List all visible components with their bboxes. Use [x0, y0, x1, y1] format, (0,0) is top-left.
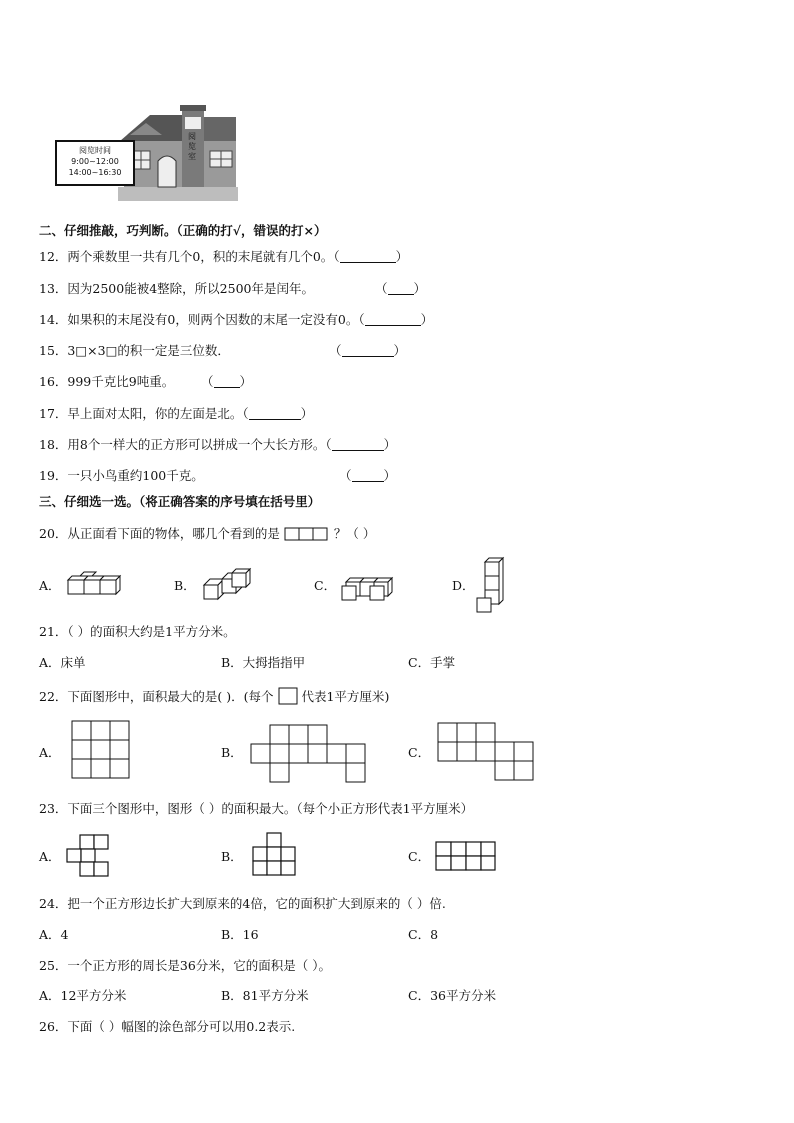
option-20-d[interactable]: D．	[452, 578, 475, 593]
question-25: 25．一个正方形的周长是36分米，它的面积是（ ）。	[39, 958, 332, 973]
question-12: 12．两个乘数里一共有几个0，积的末尾就有几个0。（ ）	[39, 249, 409, 264]
answer-blank-14[interactable]	[365, 313, 421, 326]
grid-figure-23-a	[66, 834, 112, 878]
option-23-a[interactable]: A．	[39, 849, 61, 864]
cube-figure-c	[340, 572, 394, 602]
option-24-b[interactable]: B．16	[221, 927, 259, 942]
grid-figure-23-b	[252, 832, 298, 880]
front-view-three-squares-icon	[284, 527, 330, 541]
question-13: 13．因为2500能被4整除，所以2500年是闰年。	[39, 281, 314, 296]
option-25-a[interactable]: A．12平方分米	[39, 988, 127, 1003]
question-24: 24．把一个正方形边长扩大到原来的4倍，它的面积扩大到原来的（ ）倍.	[39, 896, 446, 911]
door-label: 阅览室	[188, 132, 196, 161]
question-13-answer: （ ）	[375, 281, 427, 296]
grid-figure-22-c	[437, 722, 535, 782]
question-18: 18．用8个一样大的正方形可以拼成一个大长方形。（ ）	[39, 437, 397, 452]
question-26: 26．下面（ ）幅图的涂色部分可以用0.2表示.	[39, 1019, 296, 1034]
question-22: 22．下面图形中，面积最大的是( )．(每个 代表1平方厘米)	[39, 689, 390, 704]
question-15: 15．3□×3□的积一定是三位数．	[39, 343, 230, 358]
answer-blank-15[interactable]	[342, 344, 394, 357]
answer-blank-18[interactable]	[332, 438, 384, 451]
answer-blank-12[interactable]	[340, 250, 396, 263]
answer-blank-17[interactable]	[249, 407, 301, 420]
section-choose-heading: 三、仔细选一选。（将正确答案的序号填在括号里）	[39, 494, 321, 509]
grid-figure-22-b	[250, 724, 366, 784]
option-24-a[interactable]: A．4	[39, 927, 69, 942]
answer-blank-16[interactable]	[214, 375, 240, 388]
option-23-b[interactable]: B．	[221, 849, 243, 864]
question-16-answer: （ ）	[201, 374, 253, 389]
question-19-answer: （ ）	[339, 468, 397, 483]
option-25-c[interactable]: C．36平方分米	[408, 988, 496, 1003]
option-22-c[interactable]: C．	[408, 745, 431, 760]
question-21: 21．（ ）的面积大约是1平方分米。	[39, 624, 236, 639]
reading-hours-sign	[55, 140, 135, 186]
cube-figure-a	[62, 568, 122, 600]
cube-figure-b	[200, 567, 252, 603]
option-22-b[interactable]: B．	[221, 745, 243, 760]
question-23: 23．下面三个图形中，图形（ ）的面积最大。（每个小正方形代表1平方厘米）	[39, 801, 474, 816]
option-20-b[interactable]: B．	[174, 578, 196, 593]
option-23-c[interactable]: C．	[408, 849, 431, 864]
option-20-c[interactable]: C．	[314, 578, 337, 593]
cube-figure-d	[475, 556, 505, 616]
sign-time-morning: 9:00~12:00	[71, 157, 119, 166]
question-16: 16．999千克比9吨重。	[39, 374, 175, 389]
sign-title: 阅览时间	[79, 146, 111, 155]
grid-figure-22-a	[71, 720, 131, 780]
sign-time-afternoon: 14:00~16:30	[68, 168, 122, 177]
option-22-a[interactable]: A．	[39, 745, 61, 760]
question-15-answer: （ ）	[329, 343, 407, 358]
option-21-c[interactable]: C．手掌	[408, 655, 456, 670]
question-20: 20．从正面看下面的物体，哪几个看到的是 ？（ ）	[39, 526, 376, 541]
option-20-a[interactable]: A．	[39, 578, 61, 593]
option-21-b[interactable]: B．大拇指指甲	[221, 655, 306, 670]
question-19: 19．一只小鸟重约100千克。	[39, 468, 204, 483]
unit-square-icon	[278, 687, 298, 705]
answer-blank-19[interactable]	[352, 469, 384, 482]
question-14: 14．如果积的末尾没有0，则两个因数的末尾一定没有0。（ ）	[39, 312, 434, 327]
grid-figure-23-c	[435, 841, 497, 873]
section-judge-heading: 二、仔细推敲，巧判断。（正确的打√，错误的打×）	[39, 223, 327, 238]
question-17: 17．早上面对太阳，你的左面是北。（ ）	[39, 406, 314, 421]
answer-blank-13[interactable]	[388, 282, 414, 295]
option-24-c[interactable]: C．8	[408, 927, 439, 942]
option-25-b[interactable]: B．81平方分米	[221, 988, 309, 1003]
option-21-a[interactable]: A．床单	[39, 655, 86, 670]
